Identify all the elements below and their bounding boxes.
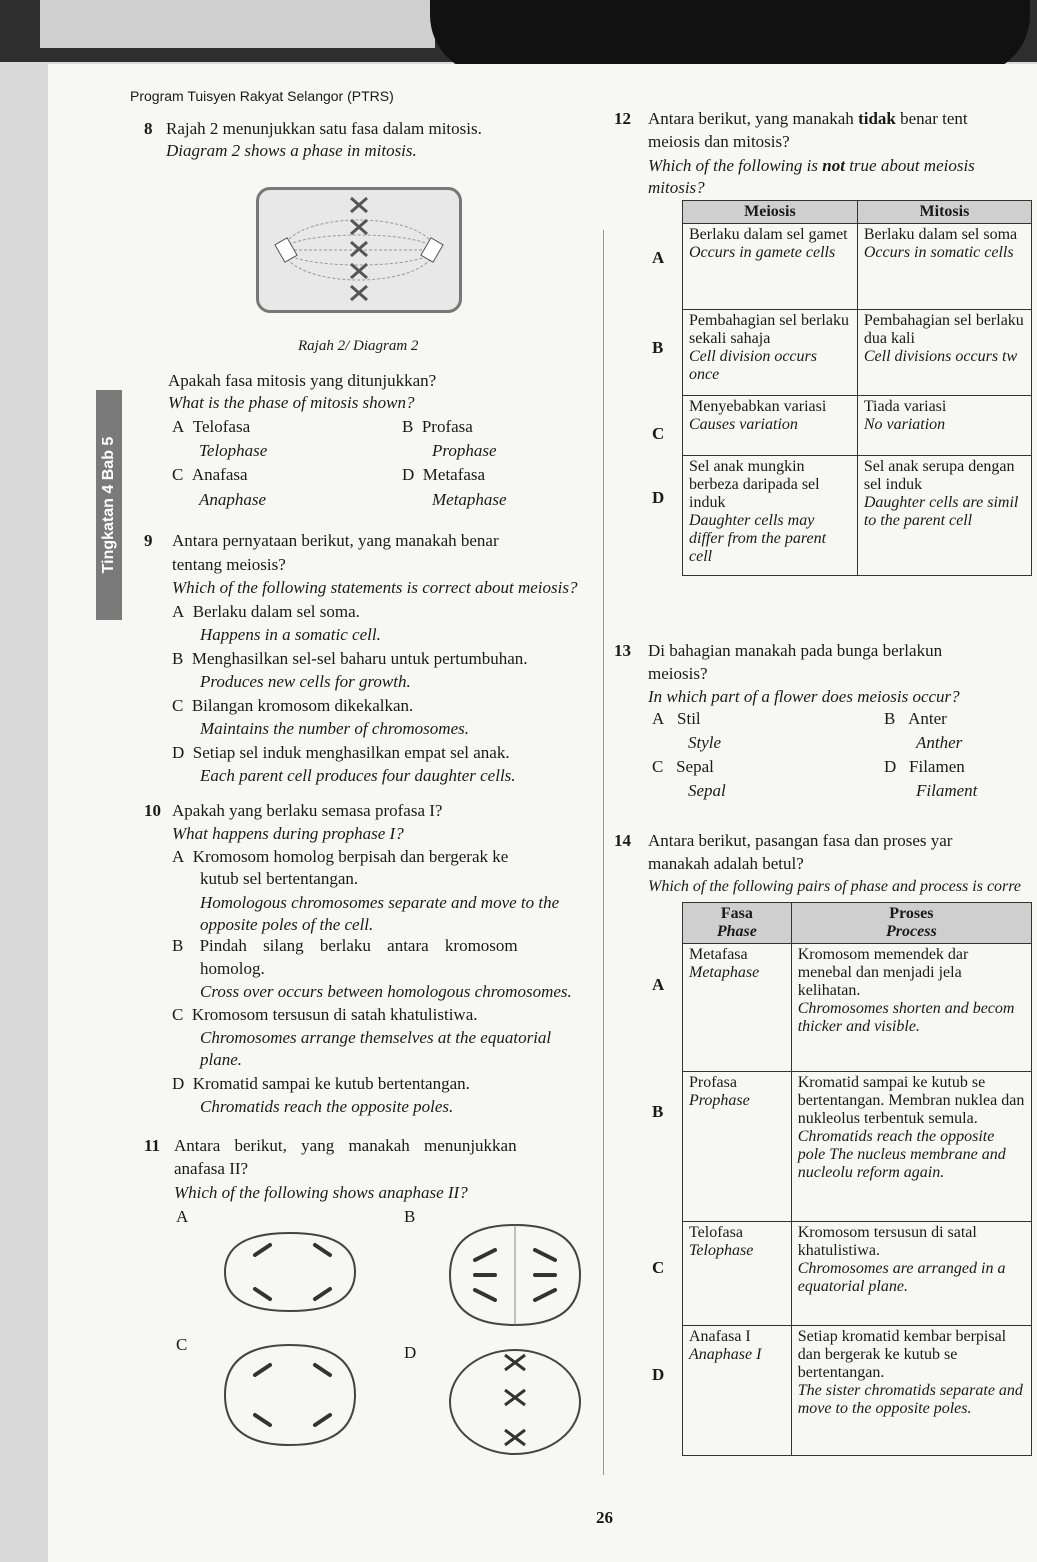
column-divider	[603, 230, 604, 1475]
q13-option-d-en: Filament	[916, 781, 978, 800]
q8-question-en: What is the phase of mitosis shown?	[168, 393, 415, 412]
q10-option-b-en: Cross over occurs between homologous chromosomes.	[200, 982, 572, 1001]
q12-row-b-label: B	[652, 338, 664, 357]
chapter-side-tab	[52, 390, 122, 620]
q14-b-process: Kromatid sampai ke kutub se bertentangan. Membran nuklea dan nukleolus terbentuk semula. Chromatids reach the opposite pole The nucleus membrane and nucleolu reform again.	[791, 1072, 1031, 1222]
q8-number: 8	[144, 119, 153, 138]
q11-cell-a	[215, 1225, 365, 1320]
q13-number: 13	[614, 641, 631, 660]
q12-c-meiosis: Menyebabkan variasi Causes variation	[683, 396, 858, 456]
q11-stem-en: Which of the following shows anaphase II?	[174, 1183, 468, 1202]
q12-stem-en-2: mitosis?	[648, 178, 705, 197]
mitosis-diagram	[256, 187, 462, 313]
q9-option-a-en: Happens in a somatic cell.	[200, 625, 381, 644]
q12-c-mitosis: Tiada variasi No variation	[857, 396, 1031, 456]
q13-option-a-en: Style	[688, 733, 722, 752]
q8-stem-ms: Rajah 2 menunjukkan satu fasa dalam mitosis.	[166, 119, 482, 138]
page-number: 26	[596, 1508, 613, 1527]
q14-table	[682, 902, 1032, 1456]
q10-option-c-en-2: plane.	[200, 1050, 243, 1069]
q12-stem-ms-1: Antara berikut, yang manakah tidak benar tent	[648, 109, 968, 128]
q12-number: 12	[614, 109, 631, 128]
q14-d-process: Setiap kromatid kembar berpisal dan bergerak ke kutub se bertentangan. The sister chromatids separate and move to the opposite poles.	[791, 1326, 1031, 1456]
q8-option-b: B Profasa	[402, 417, 473, 436]
q11-cell-b	[440, 1220, 590, 1330]
q8-option-c-en: Anaphase	[199, 490, 267, 509]
q12-stem-ms-2: meiosis dan mitosis?	[648, 132, 790, 151]
q14-a-phase: Metafasa Metaphase	[683, 944, 792, 1072]
q9-stem-en: Which of the following statements is correct about meiosis?	[172, 578, 578, 597]
q9-option-c: C Bilangan kromosom dikekalkan.	[172, 696, 414, 715]
q11-cell-d	[440, 1345, 590, 1460]
q14-c-phase: Telofasa Telophase	[683, 1222, 792, 1326]
q10-option-c: C Kromosom tersusun di satah khatulistiwa.	[172, 1005, 478, 1024]
q9-option-b: B Menghasilkan sel-sel baharu untuk pertumbuhan.	[172, 649, 528, 668]
q8-option-a: A Telofasa	[172, 417, 251, 436]
q8-option-c: C Anafasa	[172, 465, 248, 484]
q11-number: 11	[144, 1136, 161, 1155]
q12-stem-en-1: Which of the following is not true about meiosis	[648, 156, 975, 175]
q11-label-c: C	[176, 1335, 188, 1354]
q8-option-b-en: Prophase	[432, 441, 497, 460]
q11-cell-c	[215, 1340, 365, 1450]
q8-stem-en: Diagram 2 shows a phase in mitosis.	[166, 141, 417, 160]
metaphase-illustration	[259, 190, 459, 310]
q14-head-phase: Fasa Phase	[683, 903, 792, 944]
page-header: Program Tuisyen Rakyat Selangor (PTRS)	[130, 88, 394, 104]
q13-option-d: D Filamen	[884, 757, 965, 776]
q12-row-a-label: A	[652, 248, 665, 267]
q11-label-b: B	[404, 1207, 416, 1226]
q10-option-b: B Pindah silang berlaku antara kromosom	[172, 936, 518, 955]
q13-option-c-en: Sepal	[688, 781, 726, 800]
q14-stem-ms-2: manakah adalah betul?	[648, 854, 804, 873]
q14-stem-en: Which of the following pairs of phase and process is corre	[648, 878, 1022, 895]
side-tab-label: Tingkatan 4 Bab 5	[100, 436, 117, 574]
q14-row-b-label: B	[652, 1102, 664, 1121]
q9-option-b-en: Produces new cells for growth.	[200, 672, 411, 691]
q14-c-process: Kromosom tersusun di satal khatulistiwa. Chromosomes are arranged in a equatorial plane.	[791, 1222, 1031, 1326]
q13-stem-ms-2: meiosis?	[648, 664, 708, 683]
q11-label-d: D	[404, 1343, 417, 1362]
q13-option-b: B Anter	[884, 709, 947, 728]
q14-row-c-label: C	[652, 1258, 665, 1277]
q11-stem-ms-2: anafasa II?	[174, 1159, 249, 1178]
q12-a-meiosis: Berlaku dalam sel gamet Occurs in gamete cells	[683, 224, 858, 310]
q12-head-meiosis: Meiosis	[683, 201, 858, 224]
q10-number: 10	[144, 801, 161, 820]
q12-b-mitosis: Pembahagian sel berlaku dua kali Cell divisions occurs tw	[857, 310, 1031, 396]
q9-option-d: D Setiap sel induk menghasilkan empat sel anak.	[172, 743, 510, 762]
q14-row-d-label: D	[652, 1365, 665, 1384]
q10-stem-en: What happens during prophase I?	[172, 824, 404, 843]
q13-stem-en: In which part of a flower does meiosis occur?	[648, 687, 960, 706]
q8-option-a-en: Telophase	[199, 441, 268, 460]
q10-option-a-en-2: opposite poles of the cell.	[200, 915, 374, 934]
q13-option-a: A Stil	[652, 709, 701, 728]
q9-option-c-en: Maintains the number of chromosomes.	[200, 719, 469, 738]
q8-option-d-en: Metaphase	[432, 490, 507, 509]
q8-option-d: D Metafasa	[402, 465, 486, 484]
q10-stem-ms: Apakah yang berlaku semasa profasa I?	[172, 801, 443, 820]
q9-option-a: A Berlaku dalam sel soma.	[172, 602, 360, 621]
q10-option-c-en-1: Chromosomes arrange themselves at the equatorial	[200, 1028, 552, 1047]
q9-stem-ms-2: tentang meiosis?	[172, 555, 286, 574]
q14-row-a-label: A	[652, 975, 665, 994]
q12-table	[682, 200, 1032, 576]
q13-stem-ms-1: Di bahagian manakah pada bunga berlakun	[648, 641, 943, 660]
q10-option-d: D Kromatid sampai ke kutub bertentangan.	[172, 1074, 470, 1093]
q12-d-mitosis: Sel anak serupa dengan sel induk Daughter cells are simil to the parent cell	[857, 456, 1031, 576]
q13-option-b-en: Anther	[916, 733, 963, 752]
background-light	[40, 0, 435, 48]
q12-row-c-label: C	[652, 424, 665, 443]
q14-d-phase: Anafasa I Anaphase I	[683, 1326, 792, 1456]
q10-option-b-ms-2: homolog.	[200, 959, 265, 978]
q12-b-meiosis: Pembahagian sel berlaku sekali sahaja Cell division occurs once	[683, 310, 858, 396]
q14-number: 14	[614, 831, 631, 850]
q14-stem-ms-1: Antara berikut, pasangan fasa dan proses yar	[648, 831, 953, 850]
q12-a-mitosis: Berlaku dalam sel soma Occurs in somatic cells	[857, 224, 1031, 310]
camera-edge	[0, 0, 1037, 62]
q10-option-a: A Kromosom homolog berpisah dan bergerak ke	[172, 847, 509, 866]
q9-stem-ms-1: Antara pernyataan berikut, yang manakah benar	[172, 531, 499, 550]
q14-b-phase: Profasa Prophase	[683, 1072, 792, 1222]
q12-d-meiosis: Sel anak mungkin berbeza daripada sel induk Daughter cells may differ from the parent cell	[683, 456, 858, 576]
q10-option-a-en-1: Homologous chromosomes separate and move to the	[200, 893, 560, 912]
q11-stem-ms-1: Antara berikut, yang manakah menunjukkan	[174, 1136, 517, 1155]
q9-option-d-en: Each parent cell produces four daughter cells.	[200, 766, 516, 785]
q14-head-process: Proses Process	[791, 903, 1031, 944]
q12-head-mitosis: Mitosis	[857, 201, 1031, 224]
q8-diagram-caption: Rajah 2/ Diagram 2	[298, 338, 419, 354]
q14-a-process: Kromosom memendek dar menebal dan menjadi jela kelihatan. Chromosomes shorten and becom thicker and visible.	[791, 944, 1031, 1072]
q12-row-d-label: D	[652, 488, 665, 507]
q11-label-a: A	[176, 1207, 189, 1226]
q10-option-d-en: Chromatids reach the opposite poles.	[200, 1097, 454, 1116]
q9-number: 9	[144, 531, 153, 550]
q8-question-ms: Apakah fasa mitosis yang ditunjukkan?	[168, 371, 437, 390]
q13-option-c: C Sepal	[652, 757, 714, 776]
q10-option-a-ms-2: kutub sel bertentangan.	[200, 869, 359, 888]
